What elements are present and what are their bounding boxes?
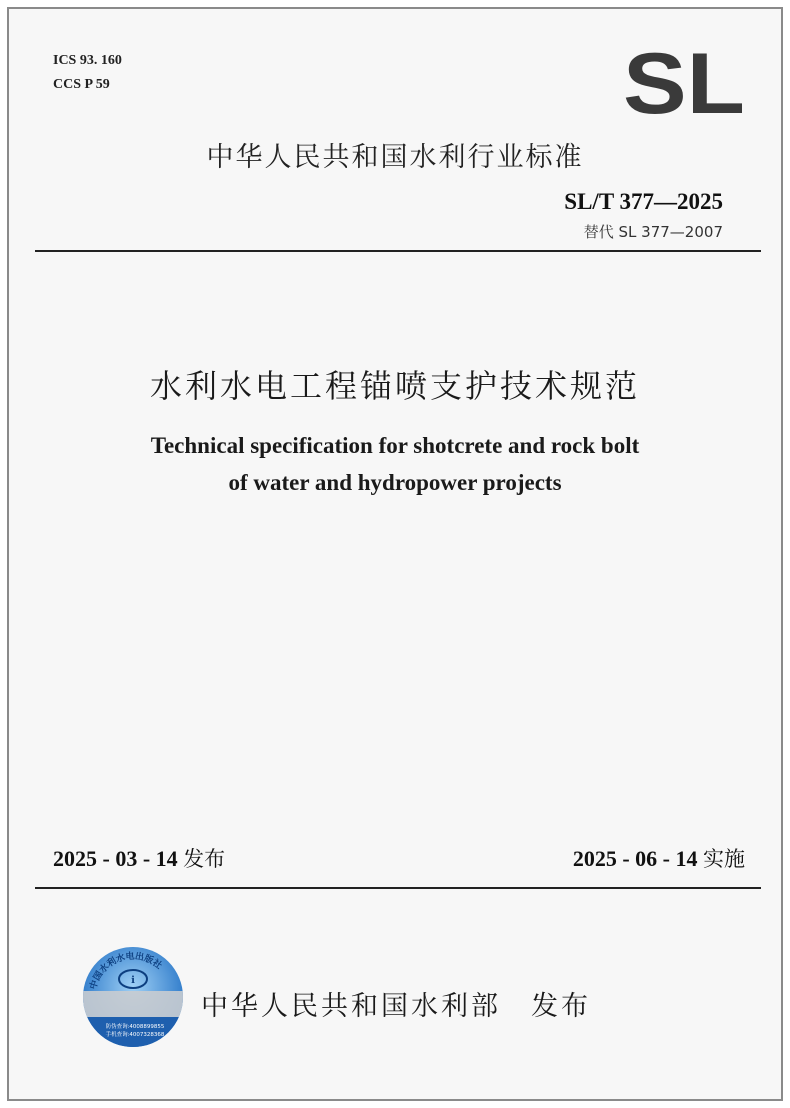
- top-divider: [35, 250, 761, 252]
- seal-ring-text: 中国水利水电出版社: [88, 951, 164, 991]
- ics-code: ICS 93. 160: [53, 53, 122, 68]
- bottom-divider: [35, 887, 761, 889]
- title-chinese: 水利水电工程锚喷支护技术规范: [149, 367, 640, 405]
- sl-logo-text: SL: [623, 47, 745, 119]
- implementation-date-label: 实施: [703, 847, 745, 871]
- implementation-date-value: 2025 - 06 - 14: [572, 846, 698, 871]
- classification-codes: [53, 49, 122, 97]
- implementation-date: [573, 843, 745, 873]
- publisher-action: 发布: [531, 991, 591, 1022]
- issue-date: [53, 843, 225, 873]
- anti-counterfeit-seal-icon: [81, 945, 185, 1049]
- issue-date-label: 发布: [183, 847, 226, 871]
- title-english-line1: Technical specification for shotcrete and rock bolt: [150, 433, 640, 458]
- issue-date-value: 2025 - 03 - 14: [53, 846, 178, 871]
- standard-number: SL/T 377—2025: [564, 189, 723, 214]
- svg-text:ℹ: ℹ: [131, 975, 135, 986]
- replaces-standard: 替代 SL 377—2007: [583, 223, 723, 241]
- sl-logo: [621, 47, 747, 119]
- title-english-line2: of water and hydropower projects: [228, 470, 562, 495]
- seal-hotline-2: 手机查询:4007328368: [105, 1032, 165, 1038]
- standard-cover: [7, 7, 783, 1101]
- ccs-code: CCS P 59: [53, 77, 110, 92]
- publisher-name: 中华人民共和国水利部: [201, 991, 501, 1022]
- seal-hotline-1: 防伪查询:4008899855: [105, 1024, 165, 1030]
- title-english: [9, 427, 781, 501]
- publisher: [201, 984, 591, 1023]
- ministry-standard-heading: 中华人民共和国水利行业标准: [206, 142, 584, 173]
